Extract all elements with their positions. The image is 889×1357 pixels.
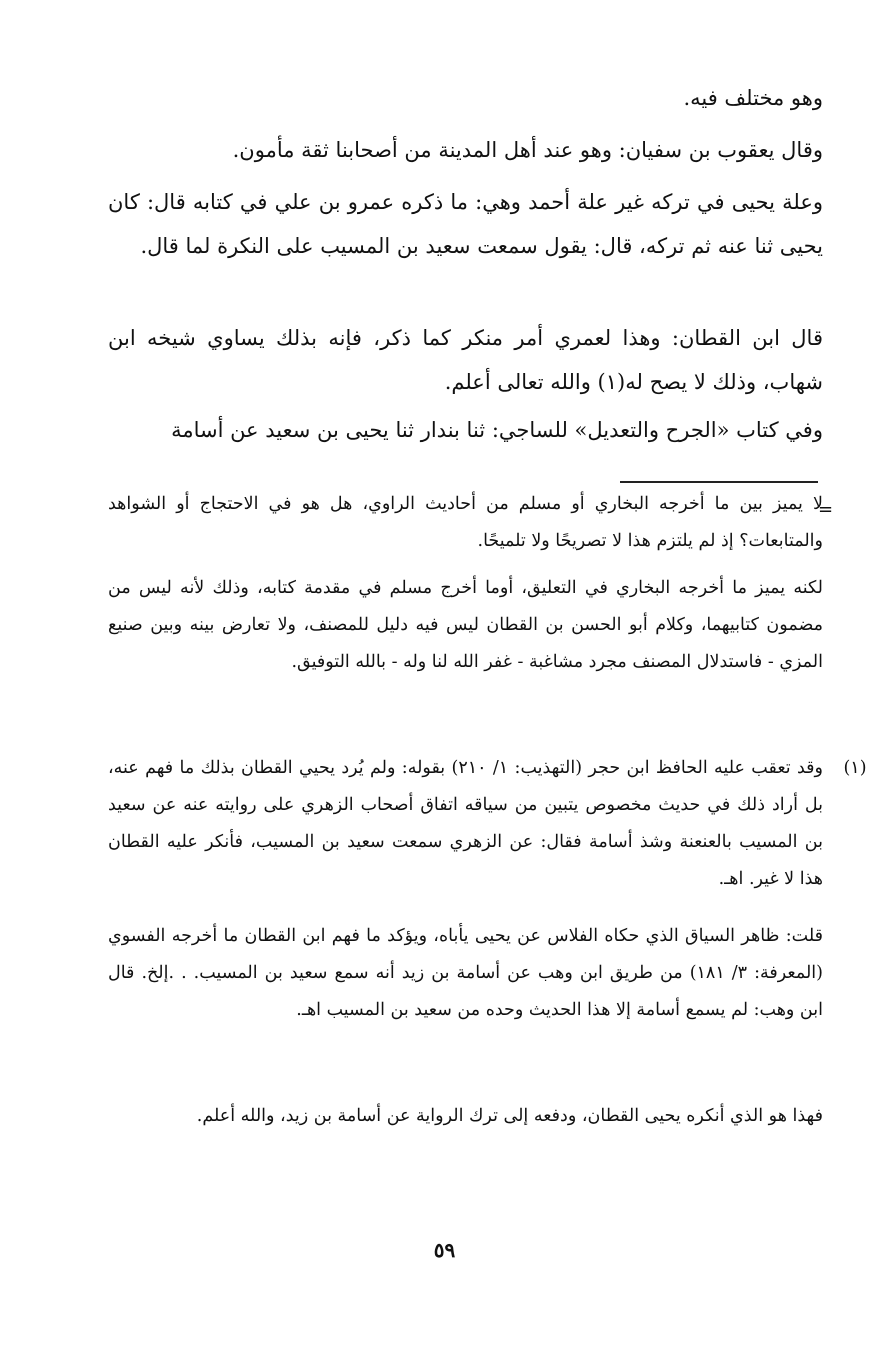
paragraph-1: وهو مختلف فيه. [683, 86, 823, 110]
footnote-continuation-1: لا يميز بين ما أخرجه البخاري أو مسلم من أحاديث الراوي، هل هو في الاحتجاج أو الشواهد والمتابعات؟ إذ لم يلتزم هذا لا تصريحًا ولا تلميحًا. [108, 494, 823, 551]
paragraph-5: وفي كتاب «الجرح والتعديل» للساجي: ثنا بندار ثنا يحيى بن سعيد عن أسامة [171, 418, 823, 442]
paragraph-4: قال ابن القطان: وهذا لعمري أمر منكر كما ذكر، فإنه بذلك يساوي شيخه ابن شهاب، وذلك لا يصح له(١) والله تعالى أعلم. [108, 326, 823, 394]
footnote-1-text-a: وقد تعقب عليه الحافظ ابن حجر (التهذيب: ١/ ٢١٠) بقوله: ولم يُرد يحيي القطان بذلك ما فهم عنه، بل أراد ذلك في حديث مخصوص يتبين من سياقه اتفاق أصحاب الزهري على روايته عنه عن سعيد بن المسيب بالعنعنة وشذ أسامة فقال: عن الزهري سمعت سعيد بن المسيب، فأنكر عليه القطان هذا لا غير. اهـ. [108, 758, 823, 889]
footnote-1-part-a [108, 750, 867, 898]
footnote-1-marker: (١) [843, 758, 867, 778]
footnote-1-part-c: فهذا هو الذي أنكره يحيى القطان، ودفعه إلى ترك الرواية عن أسامة بن زيد، والله أعلم. [196, 1106, 823, 1126]
footnote-continuation-2: لكنه يميز ما أخرجه البخاري في التعليق، أوما أخرج مسلم في مقدمة كتابه، وذلك لأنه ليس من مضمون كتابيهما، وكلام أبو الحسن بن القطان ليس فيه دليل للمصنف، ولا تعارض بينه وبين صنيع المزي - فاستدلال المصنف مجرد مشاغبة - غفر الله لنا وله - بالله التوفيق. [108, 578, 823, 672]
footnote-divider [620, 481, 818, 483]
page-number: ٥٩ [433, 1238, 456, 1262]
footnote-1-part-b: قلت: ظاهر السياق الذي حكاه الفلاس عن يحيى يأباه، ويؤكد ما فهم ابن القطان ما أخرجه الفسوي (المعرفة: ٣/ ١٨١) من طريق ابن وهب عن أسامة بن زيد أنه سمع سعيد بن المسيب. . .إلخ. قال ابن وهب: لم يسمع أسامة إلا هذا الحديث وحده من سعيد بن المسيب اهـ. [108, 926, 823, 1020]
paragraph-2: وقال يعقوب بن سفيان: وهو عند أهل المدينة من أصحابنا ثقة مأمون. [232, 138, 823, 162]
footnote-continuation-mark: = [818, 499, 834, 520]
paragraph-3: وعلة يحيى في تركه غير علة أحمد وهي: ما ذكره عمرو بن علي في كتابه قال: كان يحيى ثنا عنه ثم تركه، قال: يقول سمعت سعيد بن المسيب على النكرة لما قال. [108, 190, 823, 258]
